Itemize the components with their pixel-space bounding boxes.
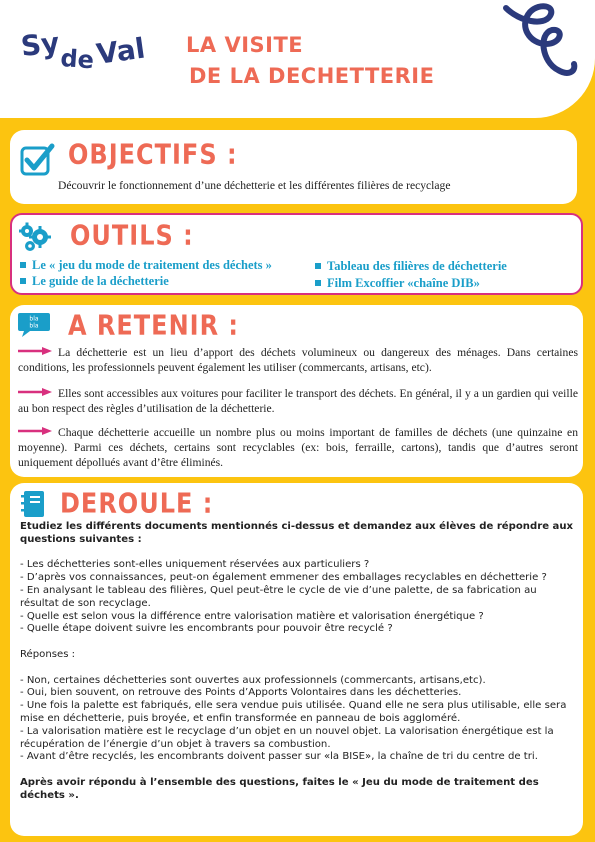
svg-text:de: de [59, 44, 95, 75]
title-line-1: LA VISITE [186, 33, 304, 57]
objectifs-card [10, 130, 577, 204]
bullet-square-icon [315, 280, 321, 286]
retenir-paragraph: Chaque déchetterie accueille un nombre plus ou moins important de familles de déchets (une quinzaine en moyenne). Parmi ces déchets, certains sont recyclables (ex: bois, ferraille, cartons), tandis que d’autres seront uniquement dépollués avant d’être éliminés. [18, 426, 578, 469]
question-item: - Quelle est selon vous la différence entre valorisation matière et valorisation énergétique ? [20, 610, 484, 622]
logo [18, 18, 158, 80]
bullet-square-icon [20, 262, 26, 268]
deroule-body [20, 521, 576, 803]
notebook-icon [20, 489, 46, 519]
tool-item-label: Tableau des filières de déchetterie [327, 259, 507, 273]
question-item: - Les déchetteries sont-elles uniquement réservées aux particuliers ? [20, 559, 370, 571]
deroule-outro: Après avoir répondu à l’ensemble des questions, faites le « Jeu du mode de traitement des déchets ». [20, 776, 539, 801]
bubble-text-2: bla [29, 322, 39, 330]
title-line-2: DE LA DECHETTERIE [189, 64, 435, 88]
tool-item [20, 274, 169, 289]
question-item: - Quelle étape doivent suivre les encombrants pour pouvoir être recyclé ? [20, 623, 393, 635]
retenir-paragraph: Elles sont accessibles aux voitures pour faciliter le transport des déchets. En général, il y a un gardien qui veille au bon respect des règles d’utilisation de la déchetterie. [18, 387, 578, 415]
arrow-icon [18, 347, 52, 355]
tool-item-label: Le guide de la déchetterie [32, 274, 169, 288]
objectifs-heading: OBJECTIFS : [68, 138, 238, 171]
outils-card [10, 213, 583, 295]
swirl-decoration [500, 0, 582, 90]
question-item: - En analysant le tableau des filières, Quel peut-être le cycle de vie d’une palette, de sa fabrication au résultat de son recyclage. [20, 584, 537, 609]
svg-text:Sy: Sy [19, 26, 61, 63]
response-item: - Oui, bien souvent, on retrouve des Points d’Apports Volontaires dans les déchetteries. [20, 687, 462, 699]
outils-heading: OUTILS : [70, 219, 194, 252]
question-item: - D’après vos connaissances, peut-on également emmener des emballages recyclables en déchetterie ? [20, 572, 547, 584]
deroule-heading: DEROULE : [60, 487, 214, 520]
tool-item [20, 258, 272, 273]
svg-text:Val: Val [94, 31, 148, 71]
arrow-icon [18, 388, 52, 396]
deroule-card [10, 483, 583, 836]
retenir-heading: A RETENIR : [68, 309, 240, 342]
speech-bubble-icon [16, 309, 52, 339]
checkbox-icon [20, 142, 56, 176]
bubble-text-1: bla [29, 315, 39, 323]
response-item: - Avant d’être recyclés, les encombrants doivent passer sur «la BISE», la chaîne de tri du centre de tri. [20, 751, 538, 763]
gears-icon [18, 221, 54, 253]
tool-item-label: Film Excoffier «chaîne DIB» [327, 276, 480, 290]
arrow-icon [18, 427, 52, 435]
page-title [186, 30, 434, 92]
retenir-card [10, 305, 583, 477]
response-item: - La valorisation matière est le recyclage d’un objet en un nouvel objet. La valorisation énergétique est la récupération de l’énergie d’un objet à travers sa combustion. [20, 725, 554, 750]
deroule-intro: Etudiez les différents documents mentionnés ci-dessus et demandez aux élèves de répondre aux questions suivantes : [20, 521, 574, 545]
tool-item-label: Le « jeu du mode de traitement des déchets » [32, 258, 272, 272]
responses-label: Réponses : [20, 648, 76, 660]
tool-item [315, 259, 507, 274]
objectifs-text: Découvrir le fonctionnement d’une déchetterie et les différentes filières de recyclage [58, 179, 451, 192]
response-item: - Non, certaines déchetteries sont ouvertes aux professionnels (commercants, artisans,etc). [20, 674, 486, 686]
retenir-paragraph: La déchetterie est un lieu d’apport des déchets volumineux ou dangereux des ménages. Dans certaines conditions, les professionnels peuvent également les utiliser (commercants, artisans, etc). [18, 346, 578, 374]
bullet-square-icon [20, 278, 26, 284]
response-item: - Une fois la palette est fabriqués, elle sera vendue puis utilisée. Quand elle ne sera plus utilisable, elle sera mise en déchetterie, puis broyée, et enfin transformée en panneau de bois aggloméré. [20, 700, 567, 724]
tool-item [315, 276, 480, 291]
bullet-square-icon [315, 263, 321, 269]
header [0, 0, 595, 118]
